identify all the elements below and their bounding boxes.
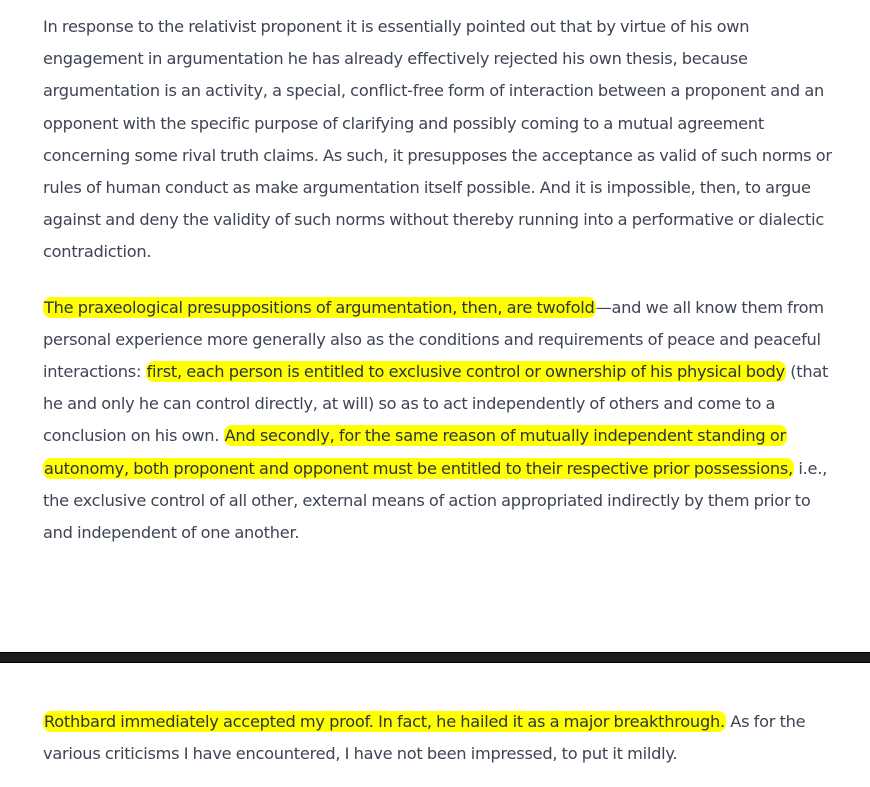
article-section-top xyxy=(43,11,843,549)
highlighted-text-segment[interactable]: first, each person is entitled to exclusive control or ownership of his physical body xyxy=(146,362,785,382)
section-divider-bar xyxy=(0,652,870,663)
text-segment: In response to the relativist proponent it is essentially pointed out that by virtue of his own engagement in argumentation he has already effectively rejected his own thesis, because argumentation is an activity, a special, conflict-free form of interaction between a proponent and an opponent with the specific purpose of clarifying and possibly coming to a mutual agreement concerning some rival truth claims. As such, it presupposes the acceptance as valid of such norms or rules of human conduct as make argumentation itself possible. And it is impossible, then, to argue against and deny the validity of such norms without thereby running into a performative or dialectic contradiction. xyxy=(43,17,832,262)
text-segment: As for the various criticisms I have encountered, I have not been impressed, to put it mildly. xyxy=(43,712,806,764)
paragraph-rothbard-proof xyxy=(43,706,843,770)
text-segment: —and we all know them from personal experience more generally also as the conditions and requirements of peace and peaceful interactions: xyxy=(43,297,824,382)
highlighted-text-segment[interactable]: Rothbard immediately accepted my proof. In fact, he hailed it as a major breakthrough. xyxy=(44,712,725,731)
paragraph-praxeological-presuppositions xyxy=(43,292,843,550)
highlighted-text-segment[interactable]: And secondly, for the same reason of mutually independent standing or autonomy, both proponent and opponent must be entitled to their respective prior possessions, xyxy=(44,426,793,478)
paragraph-relativist-proponent xyxy=(43,11,843,269)
text-segment: (that he and only he can control directly, at will) so as to act independently of others and come to a conclusion on his own. xyxy=(43,362,829,446)
text-segment: i.e., the exclusive control of all other, external means of action appropriated indirectly by them prior to and independent of one another. xyxy=(43,458,827,543)
article-section-bottom xyxy=(43,706,843,770)
highlighted-text-segment[interactable]: The praxeological presuppositions of argumentation, then, are twofold xyxy=(44,297,595,317)
